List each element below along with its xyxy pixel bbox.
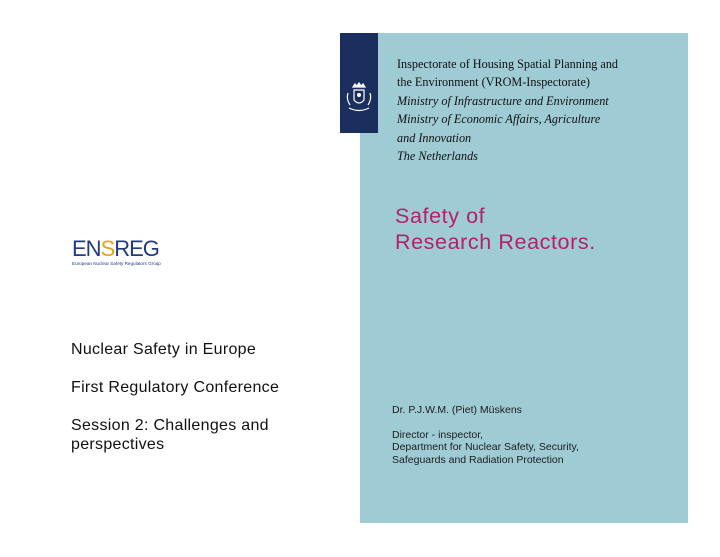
ministry-line: the Environment (VROM-Inspectorate) — [397, 75, 590, 90]
ministry-line: Ministry of Infrastructure and Environment — [397, 93, 609, 108]
speaker-role: Director - inspector, — [392, 428, 484, 441]
speaker-info — [392, 404, 579, 466]
ensreg-logo-prefix: EN — [72, 236, 101, 261]
ensreg-logo — [72, 238, 161, 266]
ministry-country: The Netherlands — [397, 149, 478, 164]
slide-title — [395, 203, 596, 255]
conference-line: Nuclear Safety in Europe — [71, 341, 257, 358]
ensreg-logo-suffix: REG — [114, 236, 159, 261]
coat-of-arms-icon — [344, 81, 374, 115]
ensreg-logo-text — [72, 238, 161, 260]
conference-info — [71, 340, 279, 454]
ministry-line: Inspectorate of Housing Spatial Planning and — [397, 57, 619, 71]
slide-title-line: Safety of — [395, 204, 486, 228]
ministry-block — [397, 55, 687, 165]
speaker-name: Dr. P.J.W.M. (Piet) Müskens — [392, 404, 522, 416]
ministry-line: Ministry of Economic Affairs, Agriculture — [397, 112, 601, 127]
conference-line: First Regulatory Conference — [71, 379, 280, 396]
session-line: Session 2: Challenges and — [71, 417, 269, 434]
speaker-role: Department for Nuclear Safety, Security, — [392, 441, 579, 453]
government-logo-bar — [340, 33, 378, 133]
slide-title-line: Research Reactors. — [395, 230, 596, 254]
ensreg-logo-mark: S — [100, 236, 115, 261]
ministry-line: and Innovation — [397, 130, 472, 145]
session-line: perspectives — [71, 436, 165, 453]
speaker-role: Safeguards and Radiation Protection — [392, 453, 564, 466]
ensreg-logo-subtitle: European Nuclear Safety Regulators Group — [72, 261, 161, 266]
